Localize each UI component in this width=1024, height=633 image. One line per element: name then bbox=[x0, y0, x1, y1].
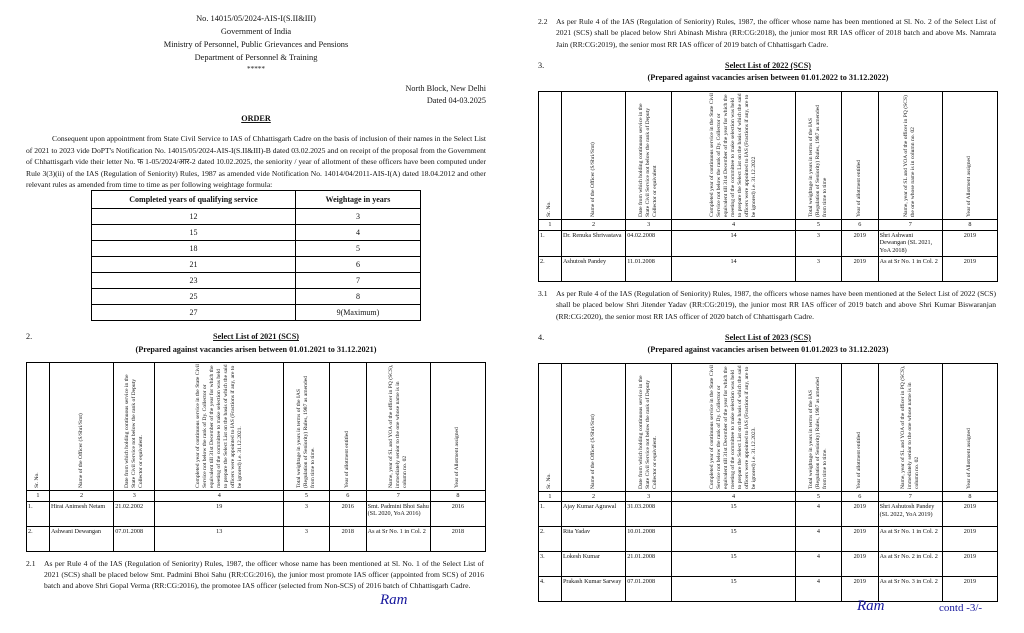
cell-year-entitled: 2019 bbox=[841, 230, 878, 256]
section-3-number: 3. bbox=[538, 61, 545, 71]
paragraph-2-1-number: 2.1 bbox=[26, 558, 36, 568]
cell-weightage: 3 bbox=[796, 256, 842, 281]
table-header-row bbox=[92, 191, 421, 209]
cell-senior-officer: Shri Ashutosh Pandey (SL 2022, YoA 2019) bbox=[878, 502, 942, 527]
colnum: 6 bbox=[841, 491, 878, 502]
contd-note: contd -3/- bbox=[939, 602, 983, 614]
colnum: 5 bbox=[796, 219, 842, 230]
signature-left: Ram bbox=[380, 592, 408, 608]
table-row bbox=[92, 257, 421, 273]
cell-date-from: 07.01.2008 bbox=[626, 577, 672, 602]
cell-date-from: 11.01.2008 bbox=[626, 256, 672, 281]
cell-completed-years: 13 bbox=[155, 526, 284, 551]
cell-years: 23 bbox=[92, 273, 296, 289]
cell-sr-no: 2. bbox=[539, 527, 562, 552]
department-name: Department of Personnel & Training bbox=[194, 53, 318, 63]
cell-weightage: 4 bbox=[796, 502, 842, 527]
colnum: 5 bbox=[284, 490, 330, 501]
section-2-title: Select List of 2021 (SCS) bbox=[213, 332, 299, 342]
col-total-weightage: Total weightage in years in terms of the IAS (Regulation of Seniority) Rules, 1987 as amended from time to time bbox=[796, 91, 842, 219]
date-line: Dated 04-03.2025 bbox=[426, 95, 486, 105]
colnum: 7 bbox=[878, 219, 942, 230]
cell-year-entitled: 2019 bbox=[841, 502, 878, 527]
cell-year-assigned: 2019 bbox=[942, 552, 997, 577]
colnum: 6 bbox=[841, 219, 878, 230]
cell-weightage: 4 bbox=[796, 527, 842, 552]
colnum: 4 bbox=[672, 219, 796, 230]
section-3-heading bbox=[538, 60, 998, 85]
colnum: 2 bbox=[49, 490, 113, 501]
table-row bbox=[27, 501, 486, 526]
cell-weightage: 3 bbox=[284, 526, 330, 551]
col-completed-years: Completed year of continuous service in the State Civil Service not below the rank of Dy. Collector or equivalent till 31st December of the year for which the meeting of the committee to make selection was held to prepare the Select List on the basis of which the said officers were appointed to IAS (Fractions if any, are to be ignored) i.e. 31.12.2021. bbox=[155, 362, 284, 490]
cell-officer-name: Rita Yadav bbox=[561, 527, 625, 552]
cell-officer-name: Prakash Kumar Sarway bbox=[561, 577, 625, 602]
cell-senior-officer: As at Sr No. 1 in Col. 2 bbox=[878, 256, 942, 281]
cell-sr-no: 1. bbox=[27, 501, 50, 526]
select-list-2023-table bbox=[538, 363, 998, 603]
cell-weightage: 4 bbox=[796, 552, 842, 577]
cell-weightage: 5 bbox=[295, 241, 420, 257]
ministry-name: Ministry of Personnel, Public Grievances and Pensions bbox=[163, 40, 349, 50]
cell-weightage: 3 bbox=[284, 501, 330, 526]
colnum: 1 bbox=[27, 490, 50, 501]
col-sr-no: Sr. No. bbox=[27, 362, 50, 490]
select-list-2022-table bbox=[538, 91, 998, 282]
colnum: 3 bbox=[114, 490, 155, 501]
colnum: 4 bbox=[155, 490, 284, 501]
section-2-heading bbox=[26, 331, 486, 356]
col-sr-no: Sr. No. bbox=[539, 363, 562, 491]
cell-senior-officer: Smt. Padmini Bhoi Sahu (SL 2020, YoA 2016) bbox=[366, 501, 430, 526]
cell-date-from: 21.01.2008 bbox=[626, 552, 672, 577]
paragraph-3-1-text: As per Rule 4 of the IAS (Regulation of Seniority) Rules, 1987, the officers whose names have been mentioned at the Select List of 2022 (SCS) shall be placed below Shri Jitender Yadav (RR:CG:2019), the junior most RR IAS officer of 2019 batch and above Shri Kumar Biswaranjan (RR:CG:2020), the senior most RR IAS officer of 2020 batch of Chhattisgarh Cadre. bbox=[556, 288, 996, 321]
cell-weightage: 3 bbox=[796, 230, 842, 256]
col-officer-name: Name of the Officer (S/Shri/Smt) bbox=[49, 362, 113, 490]
section-3-subtitle: (Prepared against vacancies arisen between 01.01.2022 to 31.12.2022) bbox=[647, 73, 889, 83]
table-row bbox=[92, 241, 421, 257]
table-row bbox=[92, 209, 421, 225]
cell-date-from: 04.02.2008 bbox=[626, 230, 672, 256]
table-row bbox=[92, 289, 421, 305]
col-officer-name: Name of the Officer (S/Shri/Smt) bbox=[561, 91, 625, 219]
colnum: 4 bbox=[672, 491, 796, 502]
govt-of-india: Government of India bbox=[220, 27, 292, 37]
cell-years: 25 bbox=[92, 289, 296, 305]
col-date-from: Date from which holding continuous service in the State Civil Service not below the rank of Deputy Collector or equivalent. bbox=[626, 363, 672, 491]
cell-weightage: 3 bbox=[295, 209, 420, 225]
colnum: 6 bbox=[329, 490, 366, 501]
issuing-address bbox=[26, 83, 486, 108]
cell-sr-no: 2. bbox=[27, 526, 50, 551]
col-total-weightage: Total weightage in years in terms of the IAS (Regulation of Seniority) Rules, 1987 as amended from time to time. bbox=[284, 362, 330, 490]
cell-years: 18 bbox=[92, 241, 296, 257]
cell-year-entitled: 2016 bbox=[329, 501, 366, 526]
section-3-title: Select List of 2022 (SCS) bbox=[725, 61, 811, 71]
colnum: 3 bbox=[626, 491, 672, 502]
cell-completed-years: 14 bbox=[672, 230, 796, 256]
col-total-weightage: Total weightage in years in terms of the IAS (Regulation of Seniority) Rules, 1987 as amended from time to time. bbox=[796, 363, 842, 491]
colnum: 8 bbox=[942, 491, 997, 502]
colnum: 5 bbox=[796, 491, 842, 502]
table-row bbox=[539, 502, 998, 527]
section-2-subtitle: (Prepared against vacancies arisen between 01.01.2021 to 31.12.2021) bbox=[135, 344, 377, 354]
table-row bbox=[539, 577, 998, 602]
cell-year-entitled: 2018 bbox=[329, 526, 366, 551]
paragraph-2-2 bbox=[538, 16, 998, 50]
table-row bbox=[92, 225, 421, 241]
cell-date-from: 07.01.2008 bbox=[114, 526, 155, 551]
cell-years: 15 bbox=[92, 225, 296, 241]
colnum: 8 bbox=[430, 490, 485, 501]
cell-sr-no: 2. bbox=[539, 256, 562, 281]
file-number: No. 14015/05/2024-AIS-I(S.II&III) bbox=[196, 14, 316, 23]
paragraph-2-1-text: As per Rule 4 of the IAS (Regulation of Seniority) Rules, 1987, the officer whose name has been mentioned at Sl. No. 1 of the Select List of 2021 (SCS) shall be placed below Smt. Padmini Bhoi Sahu (RR:CG:2016), the junior most promote IAS officer (appointed from SCS) of 2016 batch and above Shri Gopal Verma (RR:CG:2016), the promotee IAS officer (selected from Non-SCS) of 2016 batch of Chhattisgarh Cadre. bbox=[44, 558, 484, 591]
colnum: 1 bbox=[539, 219, 562, 230]
table-row bbox=[539, 527, 998, 552]
cell-weightage: 8 bbox=[295, 289, 420, 305]
table-row bbox=[539, 256, 998, 281]
cell-completed-years: 15 bbox=[672, 502, 796, 527]
col-completed-years: Completed year of continuous service in the State Civil Service not below the rank of Dy. Collector or equivalent till 31st December of the year for which the meeting of the committee to make selection was held to prepare the Select List on the basis of which the said officers were appointed to IAS (Fractions if any, are to be ignored) i.e. 31.12.2022 bbox=[672, 91, 796, 219]
paragraph-2-2-number: 2.2 bbox=[538, 17, 548, 26]
cell-year-entitled: 2019 bbox=[841, 527, 878, 552]
col-senior-officer: Name, year of SL and YOA of the officer in PQ (SCS) the one whose name is in column no. 02 bbox=[878, 91, 942, 219]
cell-year-assigned: 2019 bbox=[942, 256, 997, 281]
col-year-entitled: Year of allotment entitled bbox=[329, 362, 366, 490]
col-date-from: Date from which holding continuous service in the State Civil Service not below the rank of Deputy Collector or equivalent bbox=[626, 91, 672, 219]
col-year-entitled: Year of allotment entitled bbox=[841, 91, 878, 219]
place-line: North Block, New Delhi bbox=[405, 83, 486, 93]
cell-senior-officer: As at Sr No. 1 in Col. 2 bbox=[878, 527, 942, 552]
colnum: 7 bbox=[878, 491, 942, 502]
section-4-heading bbox=[538, 332, 998, 357]
table-column-number-row bbox=[27, 490, 486, 501]
cell-officer-name: Ashutosh Pandey bbox=[561, 256, 625, 281]
colnum: 2 bbox=[561, 491, 625, 502]
table-row bbox=[92, 273, 421, 289]
signature-right: Ram bbox=[857, 598, 885, 614]
cell-year-assigned: 2019 bbox=[942, 230, 997, 256]
letterhead bbox=[26, 12, 486, 75]
cell-completed-years: 19 bbox=[155, 501, 284, 526]
col-senior-officer: Name, year of SL and YOA of the officer in PQ (SCS), immediately senior to the one whose name is in column no. 02 bbox=[366, 362, 430, 490]
cell-sr-no: 4. bbox=[539, 577, 562, 602]
paragraph-2-2-text: As per Rule 4 of the IAS (Regulation of Seniority) Rules, 1987, the officer whose name has been mentioned at Sl. No. 2 of the Select List of 2021 (SCS) shall be placed below Shri Abinash Mishra (RR:CG:2018), the junior most RR IAS officer of 2018 batch and above Ms. Namrata Jain (RR:CG:2019), the senior most RR IAS officer of 2019 batch of Chhattisgarh Cadre. bbox=[556, 17, 996, 49]
cell-sr-no: 1. bbox=[539, 230, 562, 256]
col-year-assigned: Year of Allotment assigned bbox=[942, 363, 997, 491]
cell-weightage: 6 bbox=[295, 257, 420, 273]
table-row bbox=[92, 305, 421, 321]
cell-weightage: 4 bbox=[295, 225, 420, 241]
cell-year-entitled: 2019 bbox=[841, 256, 878, 281]
cell-years: 12 bbox=[92, 209, 296, 225]
table-row bbox=[539, 552, 998, 577]
table-column-number-row bbox=[539, 491, 998, 502]
cell-completed-years: 15 bbox=[672, 527, 796, 552]
cell-date-from: 10.01.2008 bbox=[626, 527, 672, 552]
cell-senior-officer: Shri Ashwani Dewangan (SL 2021, YoA 2018) bbox=[878, 230, 942, 256]
colnum: 8 bbox=[942, 219, 997, 230]
cell-year-assigned: 2018 bbox=[430, 526, 485, 551]
cell-officer-name: Ashwani Dewangan bbox=[49, 526, 113, 551]
cell-weightage: 7 bbox=[295, 273, 420, 289]
select-list-2021-table bbox=[26, 362, 486, 552]
col-sr-no: Sr. No. bbox=[539, 91, 562, 219]
cell-completed-years: 15 bbox=[672, 577, 796, 602]
table-header-row bbox=[27, 362, 486, 490]
cell-sr-no: 1. bbox=[539, 502, 562, 527]
cell-years: 21 bbox=[92, 257, 296, 273]
cell-year-assigned: 2019 bbox=[942, 502, 997, 527]
table-header-row bbox=[539, 363, 998, 491]
cell-officer-name: Dr. Renuka Shrivastava bbox=[561, 230, 625, 256]
cell-year-assigned: 2019 bbox=[942, 577, 997, 602]
cell-weightage: 9(Maximum) bbox=[295, 305, 420, 321]
paragraph-2-1 bbox=[26, 558, 486, 592]
cell-officer-name: Lokesh Kumar bbox=[561, 552, 625, 577]
colnum: 7 bbox=[366, 490, 430, 501]
col-weightage: Weightage in years bbox=[295, 191, 420, 209]
stars-divider: ***** bbox=[247, 65, 265, 74]
cell-weightage: 4 bbox=[796, 577, 842, 602]
table-row bbox=[27, 526, 486, 551]
cell-year-assigned: 2019 bbox=[942, 527, 997, 552]
cell-sr-no: 3. bbox=[539, 552, 562, 577]
col-completed-years: Completed years of qualifying service bbox=[92, 191, 296, 209]
section-4-title: Select List of 2023 (SCS) bbox=[725, 332, 811, 342]
paragraph-3-1 bbox=[538, 288, 998, 322]
weightage-table bbox=[91, 190, 421, 321]
colnum: 3 bbox=[626, 219, 672, 230]
table-header-row bbox=[539, 91, 998, 219]
cell-year-entitled: 2019 bbox=[841, 577, 878, 602]
colnum: 1 bbox=[539, 491, 562, 502]
cell-date-from: 21.02.2002 bbox=[114, 501, 155, 526]
table-row bbox=[539, 230, 998, 256]
cell-completed-years: 15 bbox=[672, 552, 796, 577]
section-4-number: 4. bbox=[538, 332, 545, 342]
paragraph-3-1-number: 3.1 bbox=[538, 288, 548, 298]
cell-year-assigned: 2016 bbox=[430, 501, 485, 526]
cell-officer-name: Hirai Animesh Netam bbox=[49, 501, 113, 526]
col-year-assigned: Year of Allotment assigned bbox=[430, 362, 485, 490]
col-date-from: Date from which holding continuous service in the State Civil Service not below the rank of Deputy Collector or equivalent. bbox=[114, 362, 155, 490]
cell-senior-officer: As at Sr No. 3 in Col. 2 bbox=[878, 577, 942, 602]
col-officer-name: Name of the Officer (S/Shri/Smt) bbox=[561, 363, 625, 491]
section-4-subtitle: (Prepared against vacancies arisen between 01.01.2023 to 31.12.2023) bbox=[647, 345, 889, 355]
table-column-number-row bbox=[539, 219, 998, 230]
order-heading: ORDER bbox=[241, 114, 271, 124]
col-completed-years: Completed year of continuous service in the State Civil Service not below the rank of Dy. Collector or equivalent till 31st December of the year for which the meeting of the committee to make selection was held to prepare the Select List on the basis of which the said officers were appointed to IAS (Fractions if any, are to be ignored) i.e. 31.12.2023. bbox=[672, 363, 796, 491]
cell-officer-name: Ajay Kumar Agrawal bbox=[561, 502, 625, 527]
order-body-paragraph: Consequent upon appointment from State Civil Service to IAS of Chhattisgarh Cadre on the basis of inclusion of their names in the Select List of 2021 to 2023 vide DoPT's Notification No. 14015/05/2024-AIS-I(S.II&III)-B dated 03.02.2025 and on receipt of the proposal from the Government of Chhattisgarh vide their letter No. फ 1-05/2024/आर-2 dated 10.02.2025, the seniority / year of allotment of these officers have been computed under Rule 3(3)(ii) of the IAS (Regulation of Seniority) Rules, 1987 as amended vide Notification No. 14014/04/2011-AIS-I(A) dated 18.04.2012 and other relevant rules as amended from time to time as per following weightage formula: bbox=[26, 134, 486, 189]
col-senior-officer: Name, year of SL and YOA of the officer in PQ (SCS), immediately senior to the one whose name is in column no. 02 bbox=[878, 363, 942, 491]
colnum: 2 bbox=[561, 219, 625, 230]
cell-completed-years: 14 bbox=[672, 256, 796, 281]
section-2-number: 2. bbox=[26, 332, 33, 342]
page-right bbox=[512, 0, 1024, 633]
cell-date-from: 31.03.2008 bbox=[626, 502, 672, 527]
cell-years: 27 bbox=[92, 305, 296, 321]
cell-senior-officer: As at Sr No. 1 in Col. 2 bbox=[366, 526, 430, 551]
cell-year-entitled: 2019 bbox=[841, 552, 878, 577]
cell-senior-officer: As at Sr No. 2 in Col. 2 bbox=[878, 552, 942, 577]
col-year-assigned: Year of Allotment assigned bbox=[942, 91, 997, 219]
col-year-entitled: Year of allotment entitled bbox=[841, 363, 878, 491]
